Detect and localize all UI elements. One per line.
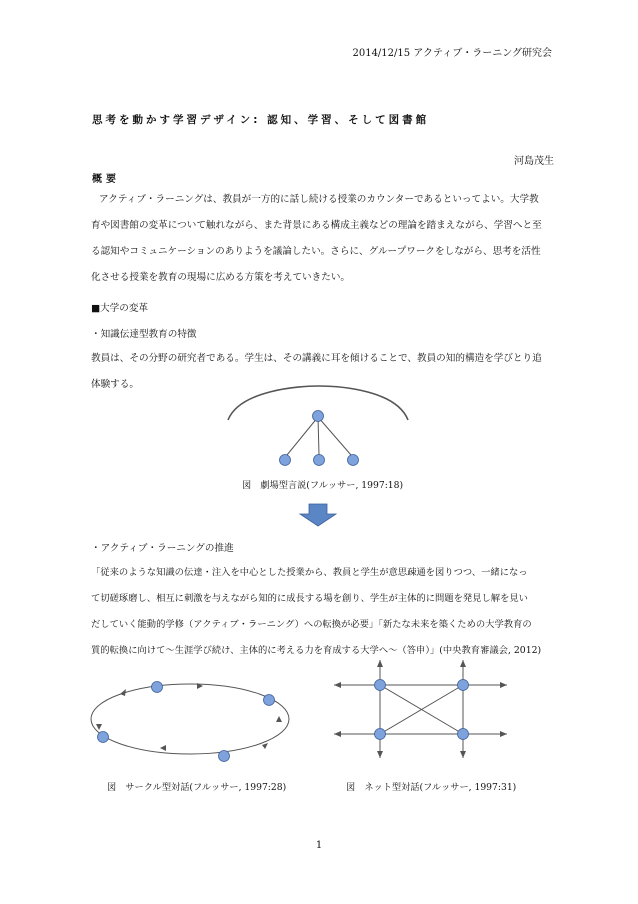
- header-date-organization: 2014/12/15 アクティブ・ラーニング研究会: [352, 48, 552, 59]
- net-node: [458, 729, 469, 740]
- arrow-right-icon: [500, 731, 507, 737]
- quote-line: 「従来のような知識の伝達・注入を中心とした授業から、教員と学生が意思疎通を図りつつ、一緒になっ: [91, 567, 528, 578]
- document-title: 思考を動かす学習デザイン: 認知、学習、そして図書館: [92, 114, 430, 126]
- arrow-head-icon: [120, 689, 126, 696]
- theater-connector-lines: [287, 417, 351, 455]
- net-node: [375, 729, 386, 740]
- figure1-caption: 図 劇場型言説(フルッサー, 1997:18): [242, 480, 404, 491]
- active-learning-quote: [91, 560, 561, 664]
- arrow-head-icon: [96, 724, 102, 730]
- paragraph-line: 体験する。: [91, 379, 139, 390]
- arrow-down-icon: [377, 751, 383, 758]
- subheading-knowledge-transfer: ・知識伝達型教育の特徴: [91, 329, 197, 340]
- participant-node: [152, 682, 163, 693]
- arrow-left-icon: [334, 731, 341, 737]
- net-lines: [334, 660, 507, 758]
- author-name: 河島茂生: [514, 156, 554, 167]
- connector-line: [318, 417, 351, 455]
- down-arrow-icon: [300, 504, 336, 526]
- connector-line: [318, 417, 319, 455]
- arrow-head-icon: [276, 716, 282, 722]
- participant-node: [264, 695, 275, 706]
- abstract-heading: 概要: [92, 174, 120, 185]
- arrow-right-icon: [500, 682, 507, 688]
- figure3-caption: 図 ネット型対話(フルッサー, 1997:31): [346, 782, 517, 793]
- page-number: 1: [315, 840, 323, 851]
- subheading-active-learning: ・アクティブ・ラーニングの推進: [91, 543, 234, 554]
- participant-node: [98, 732, 109, 743]
- quote-line: だしていく能動的学修（アクティブ・ラーニング）への転換が必要」「新たな未来を築くための大学教育の: [91, 619, 532, 630]
- quote-line: て切磋琢磨し、相互に刺激を与えながら知的に成長する場を創り、学生が主体的に問題を発見し解を見い: [91, 593, 528, 604]
- paragraph-line: 教員は、その分野の研究者である。学生は、その講義に耳を傾けることで、教員の知的構造を学びとり追: [91, 353, 542, 364]
- net-node: [458, 680, 469, 691]
- audience-node: [280, 455, 291, 466]
- abstract-line: る認知やコミュニケーションのありようを議論したい。さらに、グループワークをしながら、思考を活性: [91, 246, 541, 257]
- circle-path: [91, 684, 289, 754]
- quote-line: 質的転換に向けて〜生涯学び続け、主体的に考える力を育成する大学へ〜（答申）」(中央教育審議会, 2012): [91, 645, 542, 656]
- section-heading-university-reform: ■大学の変革: [91, 303, 149, 314]
- figure2-caption: 図 サークル型対話(フルッサー, 1997:28): [107, 782, 287, 793]
- abstract-line: 化させる授業を教育の現場に広める方策を考えていきたい。: [91, 272, 351, 283]
- participant-node: [219, 751, 230, 762]
- audience-node: [348, 455, 359, 466]
- figure-circle-dialogue: [91, 682, 289, 762]
- net-node: [375, 680, 386, 691]
- arrow-head-icon: [262, 743, 268, 749]
- audience-node: [314, 455, 325, 466]
- abstract-line: 育や図書館の変革について触れながら、また背景にある構成主義などの理論を踏まえながら、学習へと至: [91, 220, 542, 231]
- connector-line: [287, 417, 318, 455]
- arrow-down-icon: [460, 751, 466, 758]
- arrow-head-icon: [160, 745, 166, 751]
- arrow-left-icon: [334, 682, 341, 688]
- abstract-line: アクティブ・ラーニングは、教員が一方的に話し続ける授業のカウンターであるといってよい。大学教: [99, 194, 539, 205]
- figure-net-dialogue: [334, 660, 507, 758]
- speaker-node: [313, 411, 324, 422]
- circle-direction-arrows: [96, 683, 282, 751]
